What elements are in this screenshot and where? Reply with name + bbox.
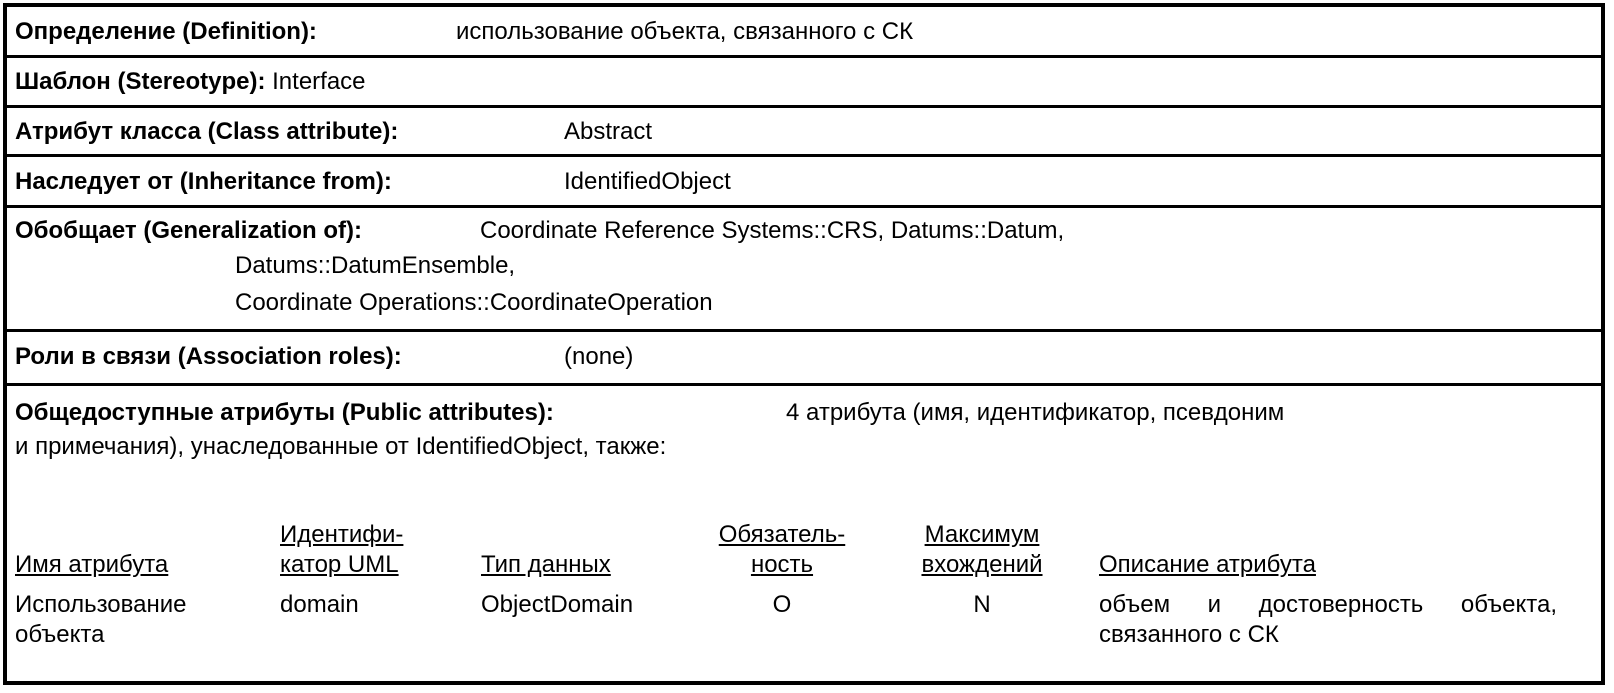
cell-attribute-description: объем и достоверность объекта, связанного с СК <box>1099 591 1557 648</box>
association-roles-label: Роли в связи (Association roles): <box>15 343 402 370</box>
header-uml-identifier-line-1: Идентифи- <box>280 521 404 548</box>
inheritance-label: Наследует от (Inheritance from): <box>15 168 392 195</box>
header-uml-identifier-line-2: катор UML <box>280 551 399 578</box>
cell-uml-identifier: domain <box>280 591 359 618</box>
class-attribute-row <box>7 108 1601 157</box>
public-attributes-row <box>7 386 1601 686</box>
stereotype-row <box>7 58 1601 108</box>
cell-max-occurrence: N <box>973 591 991 618</box>
generalization-line-3: Coordinate Operations::CoordinateOperation <box>235 289 713 316</box>
header-data-type: Тип данных <box>481 551 611 578</box>
cell-data-type: ObjectDomain <box>481 591 634 618</box>
definition-label: Определение (Definition): <box>15 18 317 45</box>
attribute-specification-table <box>3 3 1605 685</box>
cell-attribute-name-line-1: Использование <box>15 591 187 618</box>
definition-row <box>7 7 1601 58</box>
class-attribute-value: Abstract <box>564 118 653 145</box>
header-attribute-name: Имя атрибута <box>15 551 169 578</box>
header-attribute-description: Описание атрибута <box>1099 551 1316 578</box>
header-obligation-line-1: Обязатель- <box>718 521 846 548</box>
cell-attribute-name-line-2: объекта <box>15 621 105 648</box>
header-max-occurrence-line-2: вхождений <box>921 551 1043 578</box>
inheritance-value: IdentifiedObject <box>564 168 731 195</box>
inheritance-row <box>7 157 1601 208</box>
header-obligation-line-2: ность <box>750 551 814 578</box>
header-max-occurrence-line-1: Максимум <box>924 521 1040 548</box>
class-attribute-label: Атрибут класса (Class attribute): <box>15 118 399 145</box>
public-attributes-value-line-2: и примечания), унаследованные от IdentifiedObject, также: <box>15 433 667 460</box>
cell-obligation: O <box>772 591 792 618</box>
association-roles-row <box>7 332 1601 386</box>
generalization-row <box>7 208 1601 332</box>
definition-value: использование объекта, связанного с СК <box>456 18 914 45</box>
public-attributes-label: Общедоступные атрибуты (Public attributes): <box>15 399 554 426</box>
generalization-line-1: Coordinate Reference Systems::CRS, Datums::Datum, <box>480 217 1065 244</box>
generalization-line-2: Datums::DatumEnsemble, <box>235 252 516 279</box>
public-attributes-value-line-1: 4 атрибута (имя, идентификатор, псевдоним <box>786 399 1285 426</box>
association-roles-value: (none) <box>564 343 634 370</box>
stereotype-label: Шаблон (Stereotype): <box>15 68 266 95</box>
generalization-label: Обобщает (Generalization of): <box>15 217 362 244</box>
stereotype-value: Interface <box>272 68 366 95</box>
